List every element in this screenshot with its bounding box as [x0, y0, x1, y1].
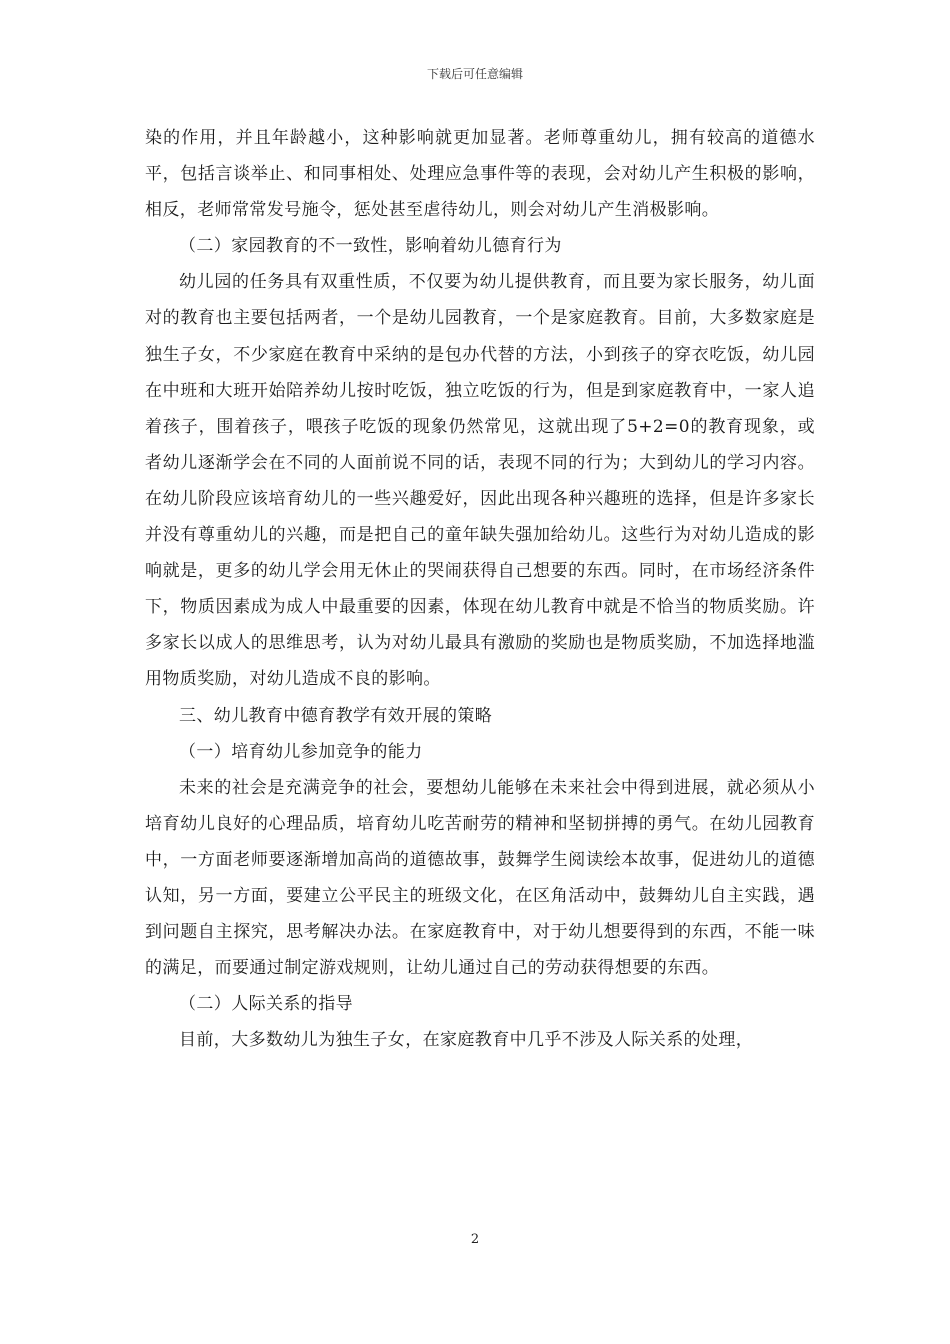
- page-number: 2: [470, 1232, 480, 1247]
- section-heading-strategies: 三、幼儿教育中德育教学有效开展的策略: [179, 705, 493, 726]
- paragraph-continuation: 染的作用，并且年龄越小，这种影响就更加显著。老师尊重幼儿，拥有较高的道德水平，包括言谈举止、和同事相处、处理应急事件等的表现，会对幼儿产生积极的影响，相反，老师常常发号施令，惩处甚至虐待幼儿，则会对幼儿产生消极影响。: [145, 128, 815, 221]
- section-heading-competition-ability: （一）培育幼儿参加竞争的能力: [179, 741, 423, 762]
- paragraph-only-children: 目前，大多数幼儿为独生子女，在家庭教育中几乎不涉及人际关系的处理，: [179, 1030, 754, 1051]
- section-heading-interpersonal-guidance: （二）人际关系的指导: [179, 994, 353, 1015]
- document-body: [145, 120, 815, 1058]
- paragraph-dual-nature: 幼儿园的任务具有双重性质，不仅要为幼儿提供教育，而且要为家长服务，幼儿面对的教育也主要包括两者，一个是幼儿园教育，一个是家庭教育。目前，大多数家庭是独生子女，不少家庭在教育中采纳的是包办代替的方法，小到孩子的穿衣吃饭，幼儿园在中班和大班开始陪养幼儿按时吃饭，独立吃饭的行为，但是到家庭教育中，一家人追着孩子，围着孩子，喂孩子吃饭的现象仍然常见，这就出现了5+2=0的教育现象，或者幼儿逐渐学会在不同的人面前说不同的话，表现不同的行为；大到幼儿的学习内容。在幼儿阶段应该培育幼儿的一些兴趣爱好，因此出现各种兴趣班的选择，但是许多家长并没有尊重幼儿的兴趣，而是把自己的童年缺失强加给幼儿。这些行为对幼儿造成的影响就是，更多的幼儿学会用无休止的哭闹获得自己想要的东西。同时，在市场经济条件下，物质因素成为成人中最重要的因素，体现在幼儿教育中就是不恰当的物质奖励。许多家长以成人的思维思考，认为对幼儿最具有激励的奖励也是物质奖励，不加选择地滥用物质奖励，对幼儿造成不良的影响。: [145, 272, 815, 690]
- page-header: 下载后可任意编辑: [426, 67, 523, 81]
- paragraph-competitive-society: 未来的社会是充满竞争的社会，要想幼儿能够在未来社会中得到进展，就必须从小培育幼儿良好的心理品质，培育幼儿吃苦耐劳的精神和坚韧拼搏的勇气。在幼儿园教育中，一方面老师要逐渐增加高尚的道德故事，鼓舞学生阅读绘本故事，促进幼儿的道德认知，另一方面，要建立公平民主的班级文化，在区角活动中，鼓舞幼儿自主实践，遇到问题自主探究，思考解决办法。在家庭教育中，对于幼儿想要得到的东西，不能一味的满足，而要通过制定游戏规则，让幼儿通过自己的劳动获得想要的东西。: [145, 777, 815, 979]
- section-heading-home-school-inconsistency: （二）家园教育的不一致性，影响着幼儿德育行为: [179, 236, 562, 257]
